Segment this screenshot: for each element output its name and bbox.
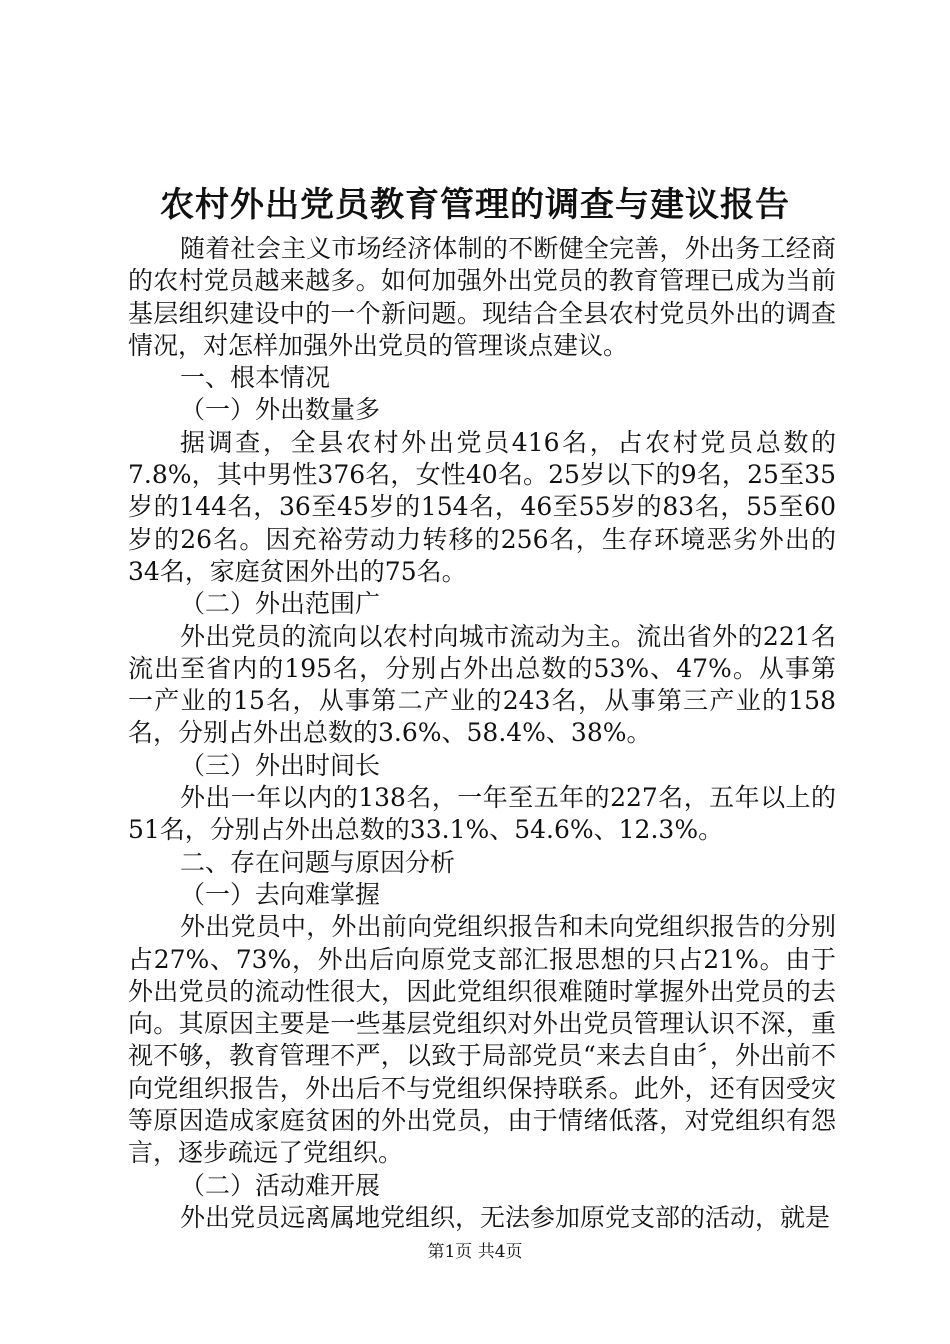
document-title: 农村外出党员教育管理的调查与建议报告 [160,185,790,225]
subsection-heading: （三）外出时间长 [180,750,381,780]
page-footer: 第1页 共4页 [427,1242,523,1262]
subsection-heading: （二）外出范围广 [180,589,381,619]
paragraph: 随着社会主义市场经济体制的不断健全完善，外出务工经商的农村党员越来越多。如何加强外出党员的教育管理已成为当前基层组织建设中的一个新问题。现结合全县农村党员外出的调查情况，对怎样加强外出党员的管理谈点建议。 [128,234,836,360]
paragraph: 外出一年以内的138名，一年至五年的227名，五年以上的51名，分别占外出总数的33.1%、54.6%、12.3%。 [128,783,836,845]
document-body [128,233,836,1234]
paragraph: 据调查，全县农村外出党员416名，占农村党员总数的7.8%，其中男性376名，女性40名。25岁以下的9名，25至35岁的144名，36至45岁的154名，46至55岁的83名，55至60岁的26名。因充裕劳动力转移的256名，生存环境恶劣外出的34名，家庭贫困外出的75名。 [128,427,836,586]
subsection-heading: （一）去向难掌握 [180,879,381,909]
subsection-heading: （二）活动难开展 [180,1170,381,1200]
paragraph: 外出党员的流向以农村向城市流动为主。流出省外的221名流出至省内的195名，分别占外出总数的53%、47%。从事第一产业的15名，从事第二产业的243名，从事第三产业的158名，分别占外出总数的3.6%、58.4%、38%。 [128,621,836,748]
section-heading: 一、根本情况 [180,363,331,393]
paragraph: 外出党员中，外出前向党组织报告和未向党组织报告的分别占27%、73%，外出后向原党支部汇报思想的只占21%。由于外出党员的流动性很大，因此党组织很难随时掌握外出党员的去向。其原因主要是一些基层党组织对外出党员管理认识不深，重视不够，教育管理不严，以致于局部党员“来去自由〞，外出前不向党组织报告，外出后不与党组织保持联系。此外，还有因受灾等原因造成家庭贫困的外出党员，由于情绪低落，对党组织有怨言，逐步疏远了党组织。 [128,912,836,1168]
subsection-heading: （一）外出数量多 [180,395,381,425]
section-heading: 二、存在问题与原因分析 [180,847,456,877]
paragraph: 外出党员远离属地党组织，无法参加原党支部的活动，就是 [180,1202,831,1232]
